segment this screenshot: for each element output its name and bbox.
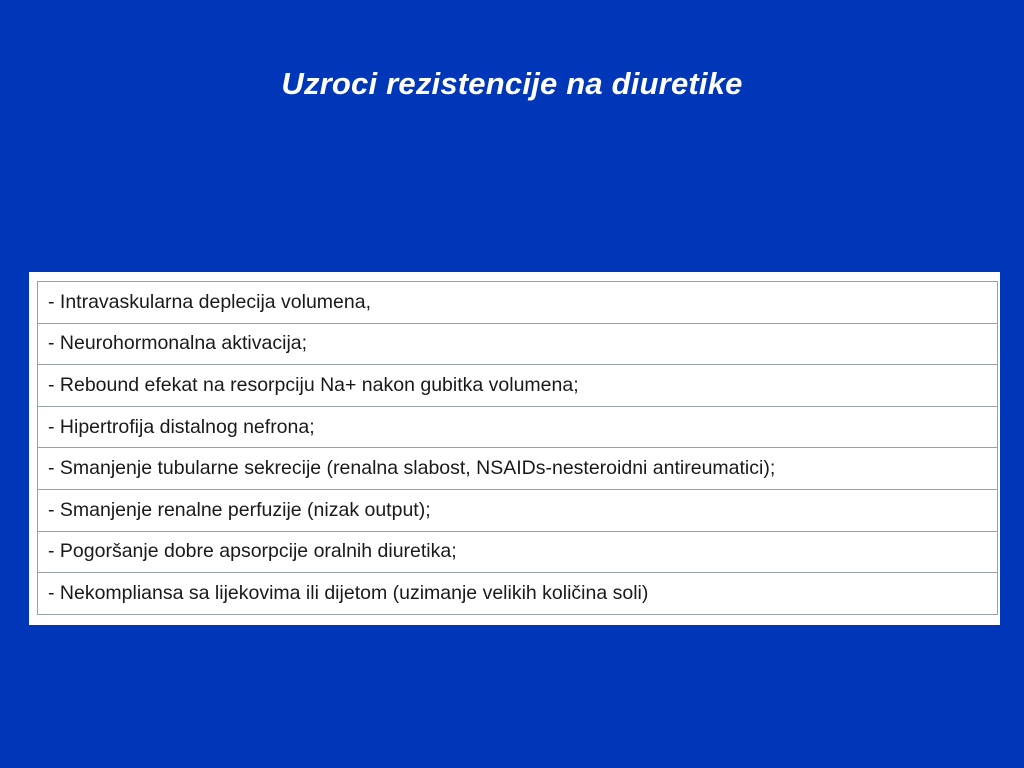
table-row bbox=[38, 282, 998, 324]
cause-item: - Nekompliansa sa lijekovima ili dijetom (uzimanje velikih količina soli) bbox=[38, 573, 998, 615]
table-row bbox=[38, 448, 998, 490]
causes-table-frame bbox=[29, 272, 1000, 625]
cause-item: - Rebound efekat na resorpciju Na+ nakon gubitka volumena; bbox=[38, 365, 998, 407]
table-row bbox=[38, 573, 998, 615]
cause-item: - Intravaskularna deplecija volumena, bbox=[38, 282, 998, 324]
causes-table bbox=[37, 281, 998, 615]
cause-item: - Neurohormonalna aktivacija; bbox=[38, 323, 998, 365]
table-row bbox=[38, 489, 998, 531]
slide-title: Uzroci rezistencije na diuretike bbox=[281, 66, 743, 101]
table-row bbox=[38, 406, 998, 448]
cause-item: - Pogoršanje dobre apsorpcije oralnih diuretika; bbox=[38, 531, 998, 573]
cause-item: - Hipertrofija distalnog nefrona; bbox=[38, 406, 998, 448]
table-row bbox=[38, 365, 998, 407]
cause-item: - Smanjenje tubularne sekrecije (renalna slabost, NSAIDs-nesteroidni antireumatici); bbox=[38, 448, 998, 490]
table-row bbox=[38, 531, 998, 573]
cause-item: - Smanjenje renalne perfuzije (nizak output); bbox=[38, 489, 998, 531]
table-row bbox=[38, 323, 998, 365]
